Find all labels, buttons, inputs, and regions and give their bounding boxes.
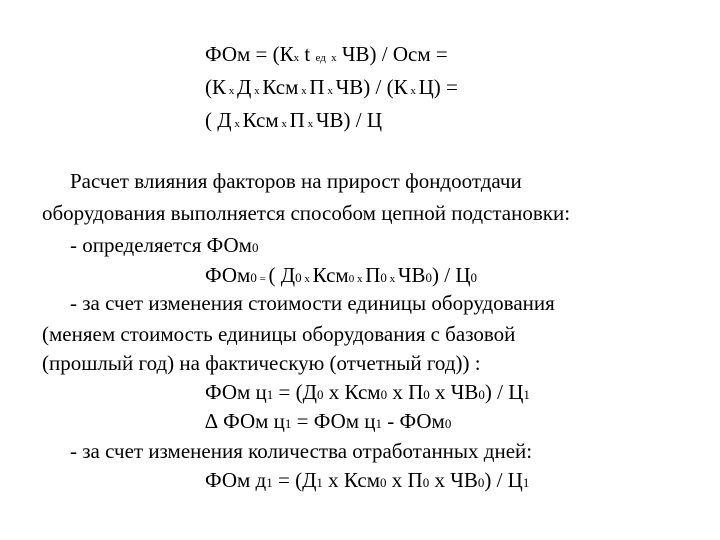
list-item-base-fom: - определяется ФОм0	[70, 233, 259, 257]
list-item-equipment-cost-line-3: (прошлый год) на фактическую (отчетный год)) :	[42, 351, 481, 375]
list-item-days-worked: - за счет изменения количества отработанных дней:	[70, 439, 533, 463]
formula-fom-definition: ФОм = (Кх t ед х ЧВ) / Осм =	[205, 42, 448, 66]
paragraph-intro-line-1: Расчет влияния факторов на прирост фондоотдачи	[70, 169, 522, 193]
formula-fom-c1: ФОм ц1 = (Д0 х Ксм0 х П0 х ЧВ0) / Ц1	[205, 380, 530, 404]
formula-expansion-2: ( Д х Ксм х П х ЧВ) / Ц	[205, 108, 382, 132]
formula-delta-fom-c1: ∆ ФОм ц1 = ФОм ц1 - ФОм0	[205, 409, 452, 433]
formula-fom-base: ФОм0 = ( Д0 х Ксм0 х П0 х ЧВ0) / Ц0	[205, 263, 478, 287]
list-item-equipment-cost-line-1: - за счет изменения стоимости единицы оборудования	[70, 291, 555, 315]
paragraph-intro-line-2: оборудования выполняется способом цепной подстановки:	[42, 201, 571, 225]
formula-fom-d1: ФОм д1 = (Д1 х Ксм0 х П0 х ЧВ0) / Ц1	[205, 468, 530, 492]
list-item-equipment-cost-line-2: (меняем стоимость единицы оборудования с базовой	[42, 322, 516, 346]
formula-expansion-1: (К х Д х Ксм х П х ЧВ) / (К х Ц) =	[205, 75, 458, 99]
